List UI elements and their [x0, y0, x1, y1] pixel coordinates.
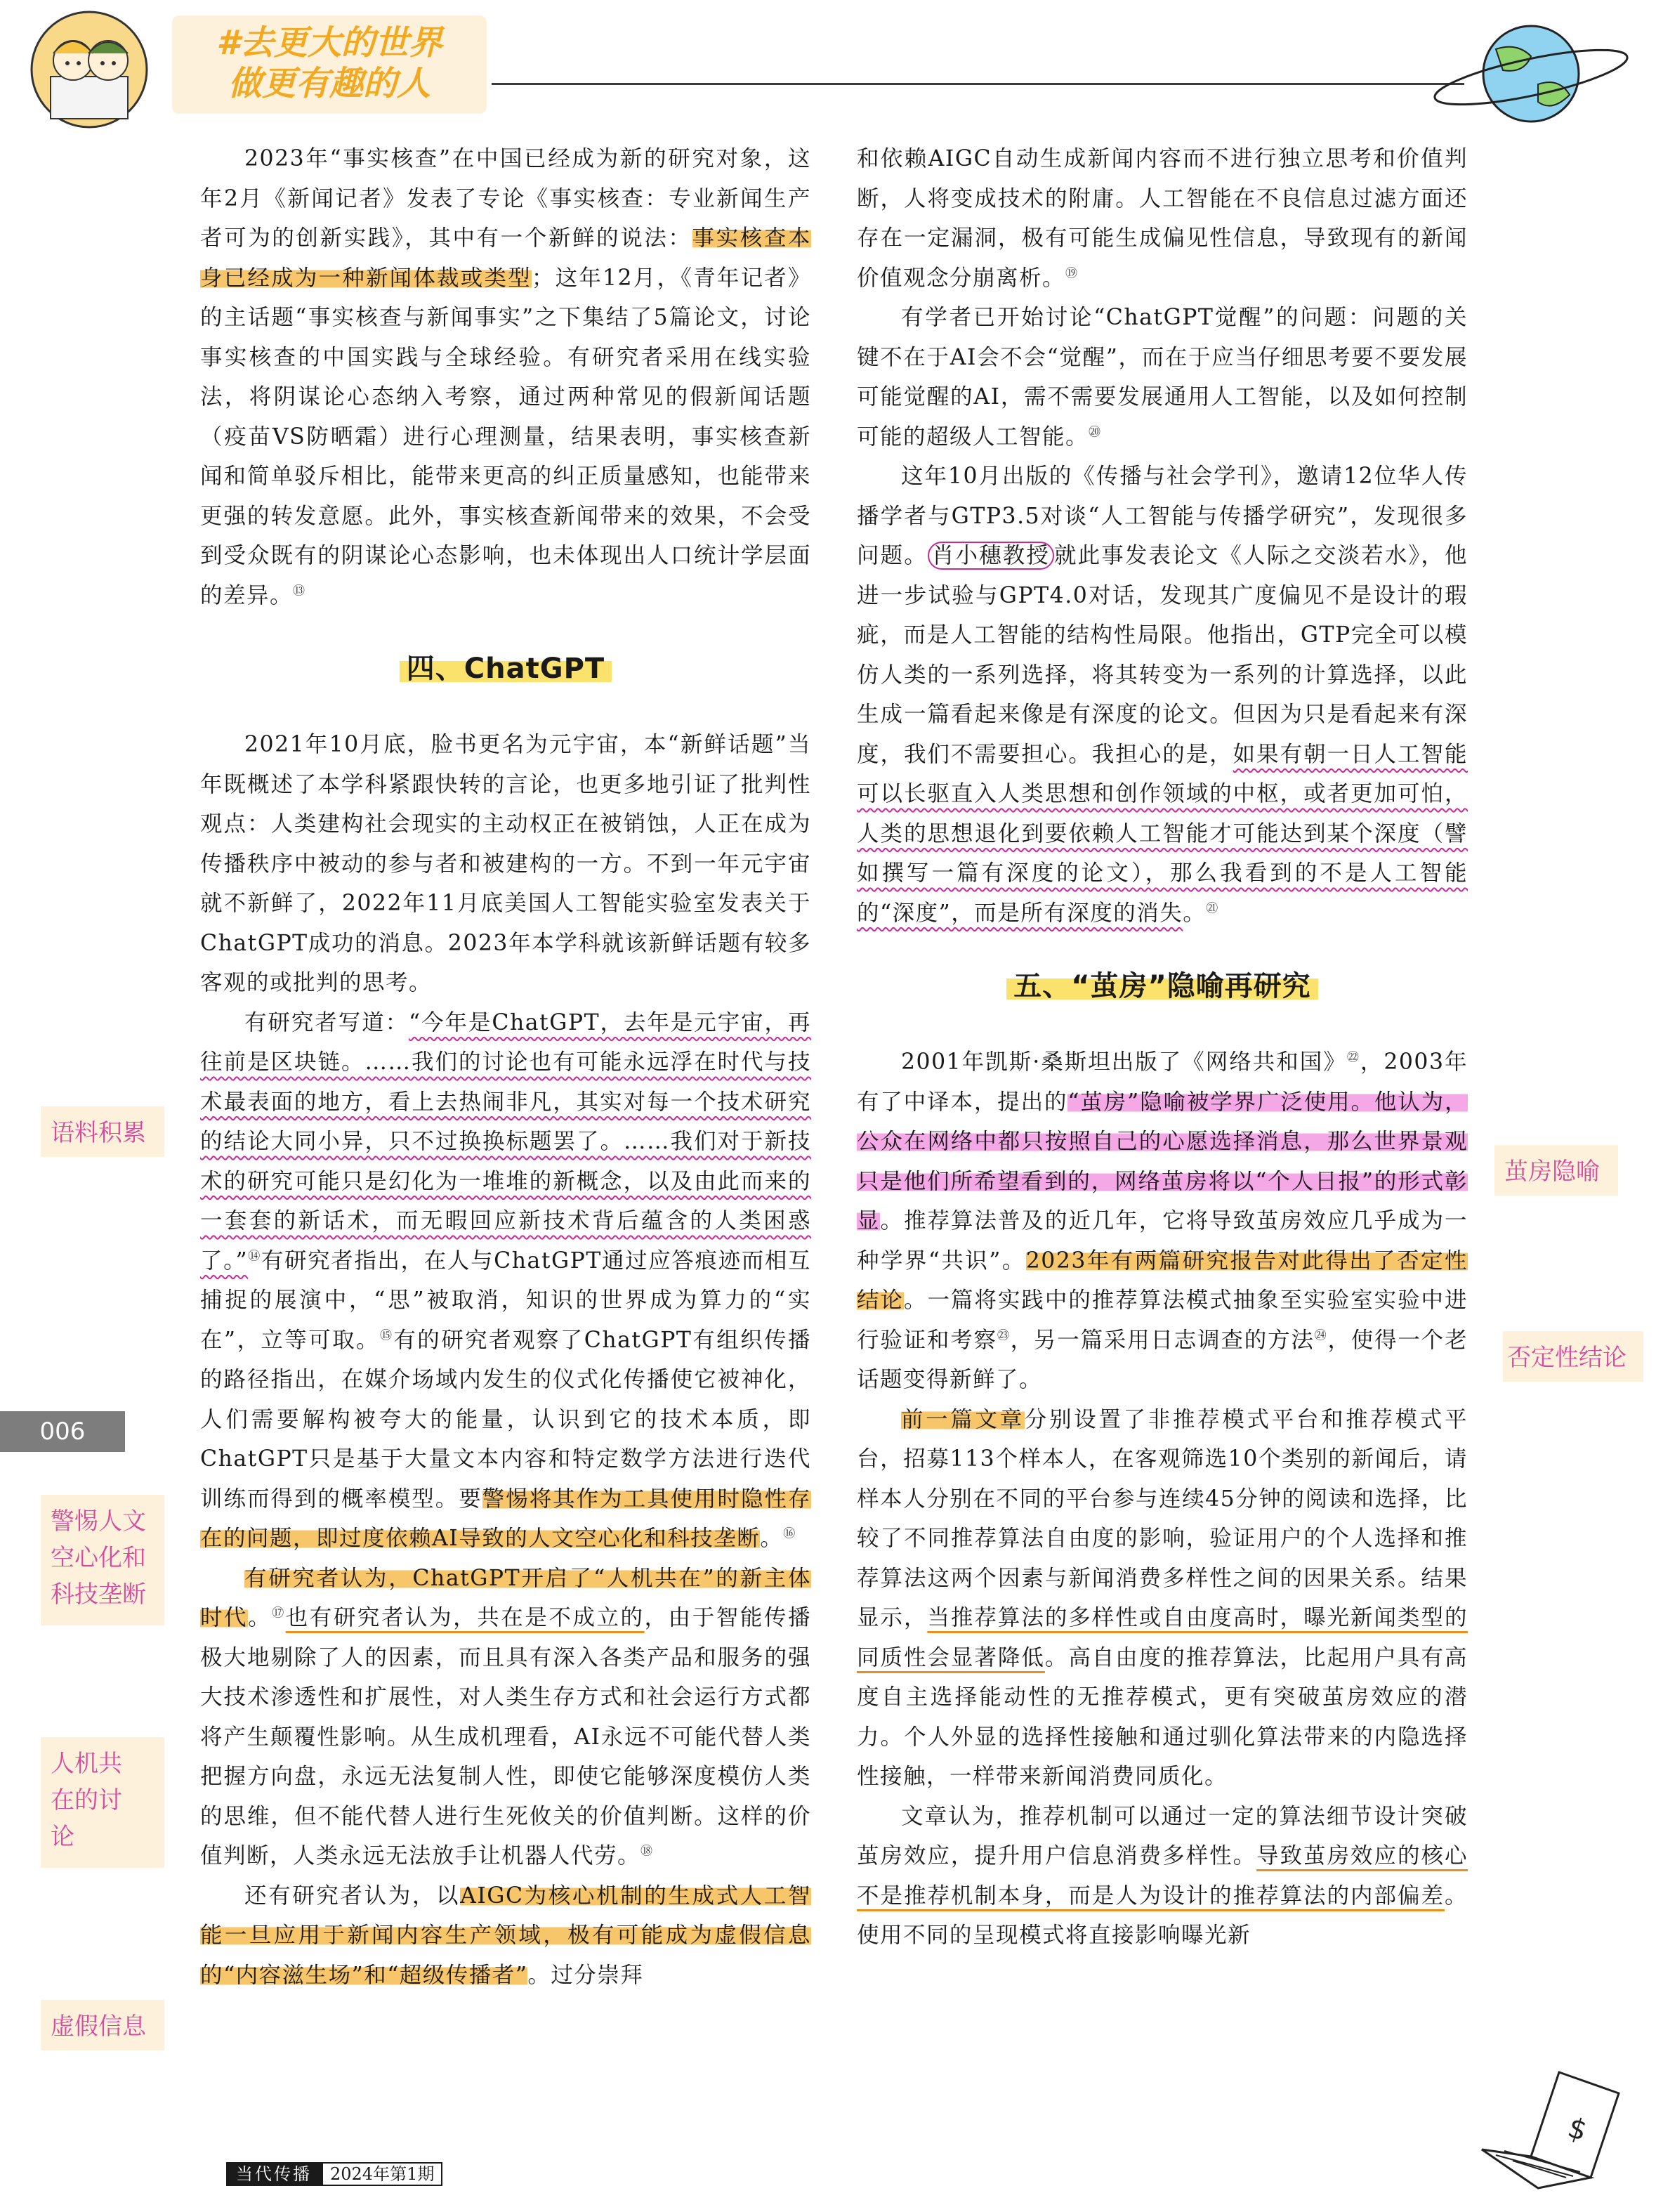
text: 2001年凯斯·桑斯坦出版了《网络共和国》	[901, 1049, 1347, 1075]
circled-name: 肖小穗教授	[928, 542, 1054, 570]
footnote-ref: ⑱	[640, 1844, 654, 1859]
footnote-ref: ㉑	[1206, 901, 1219, 915]
text: ，另一篇采用日志调查的方法	[1010, 1327, 1315, 1353]
laptop-icon	[1468, 2065, 1629, 2192]
text: 还有研究者认为，以	[244, 1883, 461, 1909]
paragraph-sunstein	[857, 1042, 1468, 1400]
page-number: 006	[0, 1411, 125, 1452]
paragraph-researcher-quote	[200, 1003, 811, 1559]
footnote-ref: ⑮	[379, 1328, 394, 1342]
cartoon-avatar	[29, 10, 149, 129]
footnote-ref: ⑳	[1089, 425, 1102, 439]
text: 有研究者写道：	[244, 1009, 409, 1035]
underline-core-cause: 导致茧房效应的核心不是推荐机制本身，而是人为设计的推荐算法的内部偏差	[857, 1843, 1468, 1909]
margin-note-negative-text: 否定性结论	[1507, 1344, 1627, 1372]
svg-text:$: $	[1563, 2111, 1591, 2148]
highlight-aigc: AIGC为核心机制的生成式人工智能一旦应用于新闻内容生产领域，极有可能成为虚假信息的“内容滋生场”和“超级传播者”	[200, 1883, 811, 1988]
text: 分别设置了非推荐模式平台和推荐模式平台，招募113个样本人，在客观筛选10个类别的新闻后，请样本人分别在不同的平台参与连续45分钟的阅读和选择，比较了不同推荐算法自由度的影响，验证用户的个人选择和推荐算法这两个因素与新闻消费多样性之间的因果关系。结果显示，	[857, 1406, 1468, 1630]
left-column	[200, 139, 811, 1995]
margin-note-warn-line1: 警惕人文	[51, 1507, 146, 1536]
text: 。	[248, 1605, 272, 1630]
margin-note-cocoon	[1494, 1145, 1618, 1196]
text: 有的研究者观察了ChatGPT有组织传播的路径指出，在媒介场域内发生的仪式化传播使它被神化，人们需要解构被夸大的能量，认识到它的技术本质，即ChatGPT只是基于大量文本内容和特定数学方法进行迭代训练而得到的概率模型。要	[200, 1327, 812, 1512]
paragraph-first-study	[857, 1400, 1468, 1797]
highlight-coexistence: 有研究者认为，ChatGPT开启了“人机共在”的新主体时代	[200, 1565, 811, 1630]
paragraph-journal	[857, 457, 1468, 933]
paragraph-fact-check	[200, 139, 811, 615]
footnote-ref: ⑭	[248, 1249, 261, 1263]
footnote-ref: ㉓	[997, 1328, 1011, 1342]
text: 这年10月出版的《传播与社会学刊》，邀请12位华人传播学者与GTP3.5对谈“人工智能与传播学研究”，发现很多问题。	[857, 464, 1468, 568]
text: ；这年12月，《青年记者》的主话题“事实核查与新闻事实”之下集结了5篇论文，讨论事实核查的中国实践与全球经验。有研究者采用在线实验法，将阴谋论心态纳入考察，通过两种常见的假新闻话题（疫苗VS防晒霜）进行心理测量，结果表明，事实核查新闻和简单驳斥相比，能带来更高的纠正质量感知，也能带来更强的转发意愿。此外，事实核查新闻带来的效果，不会受到受众既有的阴谋论心态影响，也未体现出人口统计学层面的差异。	[200, 265, 811, 608]
header-slogan	[172, 15, 487, 114]
text: 文章认为，推荐机制可以通过一定的算法细节设计突破茧房效应，提升用户信息消费多样性。	[857, 1803, 1468, 1869]
margin-note-warn-line3: 科技垄断	[51, 1581, 146, 1609]
paragraph-metaverse	[200, 725, 811, 1003]
section-heading-text: 五、“茧房”隐喻再研究	[1006, 967, 1318, 1005]
text: 2021年10月底，脸书更名为元宇宙，本“新鲜话题”当年既概述了本学科紧跟快转的言论，也更多地引证了批判性观点：人类建构社会现实的主动权正在被销蚀，人正在成为传播秩序中被动的参与者和被建构的一方。不到一年元宇宙就不新鲜了，2022年11月底美国人工智能实验室发表关于ChatGPT成功的消息。2023年本学科就该新鲜话题有较多客观的或批判的思考。	[200, 732, 811, 995]
section-heading-text: 四、ChatGPT	[400, 650, 612, 688]
highlight-cocoon-metaphor: “茧房”隐喻被学界广泛使用。他认为，公众在网络中都只按照自己的心愿选择消息，那么世界景观只是他们所希望看到的，网络茧房将以“个人日报”的形式彰显	[857, 1089, 1468, 1233]
text: 。一篇将实践中的推荐算法模式抽象至实验室实验中进行验证和考察	[857, 1288, 1468, 1353]
footnote-ref: ㉔	[1314, 1328, 1328, 1342]
paragraph-awakening	[857, 298, 1468, 457]
underline-not-valid: 也有研究者认为，共在是不成立的	[285, 1605, 645, 1630]
text: ，使得一个老话题变得新鲜了。	[857, 1327, 1468, 1392]
slogan-line-2: 做更有趣的人	[228, 64, 431, 103]
paragraph-coexistence	[200, 1559, 811, 1876]
slogan-line-1: #去更大的世界	[216, 23, 442, 63]
paragraph-aigc	[200, 1876, 811, 1996]
magazine-logo: 当代传播	[226, 2162, 322, 2186]
margin-note-corpus-text: 语料积累	[51, 1119, 146, 1147]
text: ，2003年有了中译本，提出的	[857, 1049, 1468, 1115]
footnote-ref: ⑰	[272, 1606, 286, 1621]
section-heading-chatgpt	[200, 649, 811, 688]
margin-note-coexist-line1: 人机共	[51, 1750, 122, 1778]
text: ，由于智能传播极大地剔除了人的因素，而且具有深入各类产品和服务的强大技术渗透性和扩展性，对人类生存方式和社会运行方式都将产生颠覆性影响。从生成机理看，AI永远不可能代替人类把握方向盘，永远无法复制人性，即使它能够深度模仿人类的思维，但不能代替人进行生死攸关的价值判断。这样的价值判断，人类永远无法放手让机器人代劳。	[200, 1605, 811, 1869]
paragraph-article-view	[857, 1797, 1468, 1956]
margin-note-cocoon-text: 茧房隐喻	[1504, 1158, 1600, 1186]
underline-result: 当推荐算法的多样性或自由度高时，曝光新闻类型的同质性会显著降低	[857, 1605, 1468, 1670]
text: 。高自由度的推荐算法，比起用户具有高度自主选择能动性的无推荐模式，更有突破茧房效应的潜力。个人外显的选择性接触和通过驯化算法带来的内隐选择性接触，一样带来新闻消费同质化。	[857, 1644, 1468, 1789]
margin-note-corpus	[41, 1106, 164, 1157]
text: 。过分崇拜	[527, 1962, 644, 1988]
text: 。推荐算法普及的近几年，它将导致茧房效应几乎成为一种学界“共识”。	[857, 1208, 1468, 1274]
text: 有学者已开始讨论“ChatGPT觉醒”的问题：问题的关键不在于AI会不会“觉醒”，而在于应当仔细思考要不要发展可能觉醒的AI，需不需要发展通用人工智能，以及如何控制可能的超级人工智能。	[857, 305, 1468, 450]
margin-note-coexist-line2: 在的讨	[51, 1786, 122, 1814]
footnote-ref: ㉒	[1346, 1050, 1360, 1065]
right-column	[857, 139, 1468, 1956]
footnote-ref: ⑲	[1065, 266, 1079, 280]
wavy-underline-quote: “今年是ChatGPT，去年是元宇宙，再往前是区块链。……我们的讨论也有可能永远浮在时代与技术最表面的地方，看上去热闹非凡，其实对每一个技术研究的结论大同小异，只不过换换标题罢了。……我们对于新技术的研究可能只是幻化为一堆堆的新概念，以及由此而来的一套套的新话术，而无暇回应新技术背后蕴含的人类困惑了。”	[200, 1009, 811, 1274]
text: 。	[760, 1526, 784, 1551]
text: 和依赖AIGC自动生成新闻内容而不进行独立思考和价值判断，人将变成技术的附庸。人工智能在不良信息过滤方面还存在一定漏洞，极有可能生成偏见性信息，导致现有的新闻价值观念分崩离析。	[857, 146, 1468, 291]
text: 2023年“事实核查”在中国已经成为新的研究对象，这年2月《新闻记者》发表了专论《事实核查：专业新闻生产者可为的创新实践》，其中有一个新鲜的说法：	[200, 146, 811, 251]
footnote-ref: ⑯	[783, 1526, 796, 1541]
text: 有研究者指出，在人与ChatGPT通过应答痕迹而相互捕捉的展演中，“思”被取消，知识的世界成为算力的“实在”，立等可取。	[200, 1248, 812, 1353]
margin-note-coexist	[41, 1737, 164, 1868]
margin-note-fake-info-text: 虚假信息	[51, 2013, 146, 2041]
section-heading-cocoon	[857, 967, 1468, 1006]
margin-note-fake-info	[41, 2000, 164, 2050]
text: 。使用不同的呈现模式将直接影响曝光新	[857, 1883, 1468, 1948]
wavy-underline-concern: 如果有朝一日人工智能可以长驱直入人类思想和创作领域的中枢，或者更加可怕，人类的思想退化到要依赖人工智能才可能达到某个深度（譬如撰写一篇有深度的论文），那么我看到的不是人工智能的“深度”，而是所有深度的消失	[857, 741, 1468, 926]
margin-note-warn	[41, 1495, 164, 1625]
footer	[226, 2162, 442, 2186]
issue-label: 2024年第1期	[322, 2162, 442, 2186]
highlight-first-article: 前一篇文章	[901, 1406, 1025, 1432]
highlight-warning: 警惕将其作为工具使用时隐性存在的问题，即过度依赖AI导致的人文空心化和科技垄断	[200, 1486, 811, 1551]
margin-note-warn-line2: 空心化和	[51, 1544, 146, 1572]
highlight-fact-check: 事实核查本身已经成为一种新闻体裁或类型	[200, 225, 811, 291]
text: 。	[1183, 900, 1207, 926]
header-rule	[492, 83, 1464, 85]
margin-note-coexist-line3: 论	[51, 1823, 74, 1851]
footnote-ref: ⑬	[293, 584, 306, 598]
highlight-negative-conclusion: 2023年有两篇研究报告对此得出了否定性结论	[857, 1248, 1468, 1313]
text: 就此事发表论文《人际之交淡若水》，他进一步试验与GPT4.0对话，发现其广度偏见不是设计的瑕疵，而是人工智能的结构性局限。他指出，GTP完全可以模仿人类的一系列选择，将其转变为一系列的计算选择，以此生成一篇看起来像是有深度的论文。但因为只是看起来有深度，我们不需要担心。我担心的是，	[857, 543, 1468, 767]
margin-note-negative	[1503, 1331, 1643, 1382]
paragraph-aigc-cont	[857, 139, 1468, 298]
planet-icon	[1426, 14, 1636, 133]
